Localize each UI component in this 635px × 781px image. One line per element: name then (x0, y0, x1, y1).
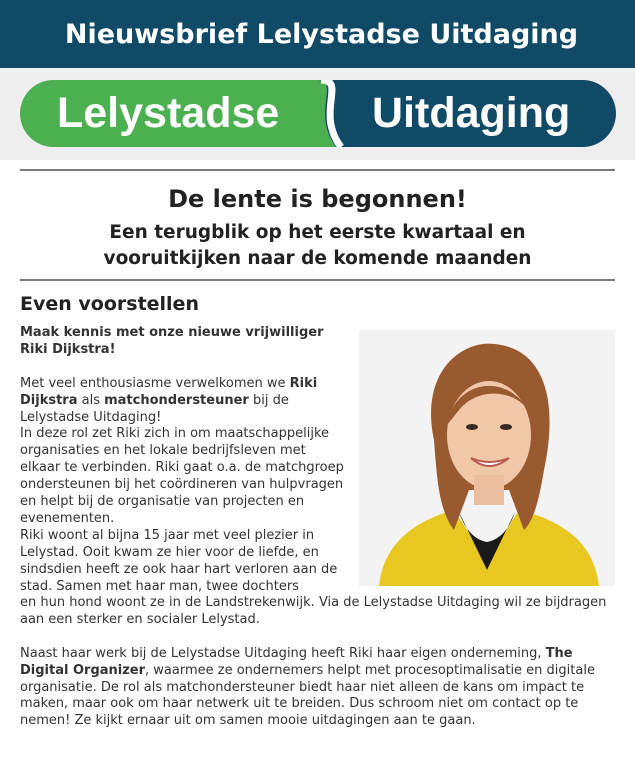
article-text-column (20, 325, 346, 595)
logo-left-word: Lelystadse (57, 89, 280, 137)
newsletter-title: Nieuwsbrief Lelystadse Uitdaging (64, 18, 579, 50)
bio-paragraph-end: en hun hond woont ze in de Landstrekenwijk. Via de Lelystadse Uitdaging wil ze bijdragen aan een sterker en socialer Lelystad. (20, 595, 607, 627)
portrait-photo (359, 330, 615, 586)
divider-bottom (20, 279, 615, 281)
intro-paragraph: Maak kennis met onze nieuwe vrijwilliger Riki Dijkstra! (20, 325, 324, 357)
article-headline: De lente is begonnen! (168, 185, 467, 213)
role-paragraph: In deze rol zet Riki zich in om maatschappelijke organisaties en het lokale bedrijfsleven met elkaar te verbinden. Riki gaat o.a. de matchgroep ondersteunen bij het coördineren van hulpvragen en helpt bij de organisatie van projecten en evenementen. (20, 426, 344, 526)
section-title: Even voorstellen (20, 293, 199, 315)
welcome-paragraph: Met veel enthousiasme verwelkomen we Riki Dijkstra als matchondersteuner bij de Lelystadse Uitdaging! (20, 375, 318, 425)
logo-right-word: Uitdaging (372, 89, 571, 137)
article-text-full-width (20, 595, 620, 730)
lelystadse-uitdaging-logo (20, 80, 616, 147)
newsletter-title-banner (0, 0, 635, 68)
volunteer-name: Riki Dijkstra (20, 375, 318, 408)
volunteer-role: matchondersteuner (104, 392, 249, 408)
divider-top (20, 169, 615, 171)
bio-paragraph-start: Riki woont al bijna 15 jaar met veel plezier in Lelystad. Ooit kwam ze hier voor de liefde, en sindsdien heeft ze ook haar hart verloren aan de stad. Samen met haar man, twee dochters (20, 527, 338, 594)
article-subheadline: Een terugblik op het eerste kwartaal en vooruitkijken naar de komende maanden (103, 222, 532, 269)
business-paragraph: Naast haar werk bij de Lelystadse Uitdaging heeft Riki haar eigen onderneming, The Digital Organizer, waarmee ze ondernemers helpt met procesoptimalisatie en digitale organisatie. De rol als matchondersteuner biedt haar niet alleen de kans om impact te maken, maar ook om haar netwerk uit te breiden. Dus schroom niet om contact op te nemen! Ze kijkt ernaar uit om samen mooie uitdagingen aan te gaan. (20, 645, 595, 729)
company-name: The Digital Organizer (20, 645, 573, 678)
